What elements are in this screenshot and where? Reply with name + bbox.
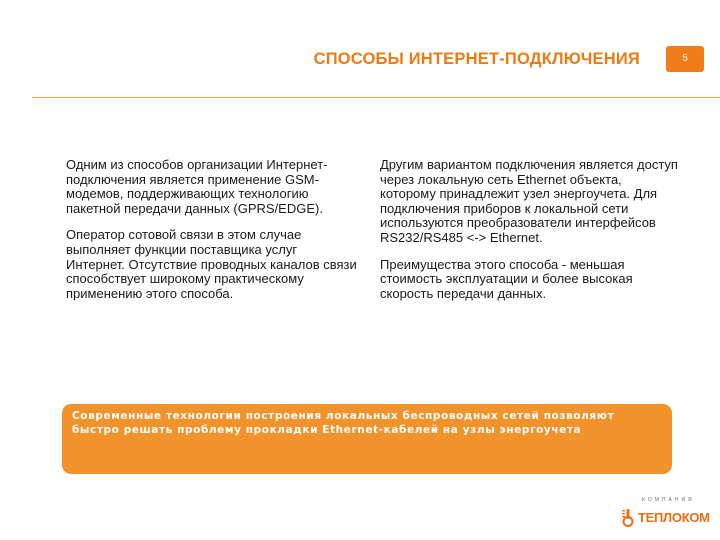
right-paragraph-ethernet: Другим вариантом подключения является доступ через локальную сеть Ethernet объекта, которому принадлежит узел энергоучета. Для подключения приборов к локальной сети используются преобразователи интерфейсов RS232/RS485 <-> Ethernet. xyxy=(380,157,678,245)
logo-company-label: КОМПАНИЯ xyxy=(642,497,695,503)
left-paragraph-operator: Оператор сотовой связи в этом случае выполняет функции поставщика услуг Интернет. Отсутствие проводных каналов связи способствует широкому практическому применению этого способа. xyxy=(66,227,357,301)
callout-text: Современные технологии построения локальных беспроводных сетей позволяют быстро решать проблему прокладки Ethernet-кабелей на узлы энергоучета xyxy=(72,410,615,436)
slide-title: СПОСОБЫ ИНТЕРНЕТ-ПОДКЛЮЧЕНИЯ xyxy=(313,50,640,68)
left-text-column xyxy=(66,158,358,313)
right-paragraph-advantages: Преимущества этого способа - меньшая стоимость эксплуатации и более высокая скорость передачи данных. xyxy=(380,256,633,301)
title-divider xyxy=(32,97,720,98)
logo-brand-text: ТЕПЛОКОМ xyxy=(638,510,710,525)
callout-box xyxy=(62,404,672,474)
right-text-column xyxy=(380,158,680,313)
thermometer-icon xyxy=(620,507,636,527)
teplokom-logo xyxy=(618,497,714,531)
page-number-badge: 5 xyxy=(666,46,704,72)
left-paragraph-gsm: Одним из способов организации Интернет-подключения является применение GSM-модемов, поддерживающих технологию пакетной передачи данных (GPRS/EDGE). xyxy=(66,157,328,216)
